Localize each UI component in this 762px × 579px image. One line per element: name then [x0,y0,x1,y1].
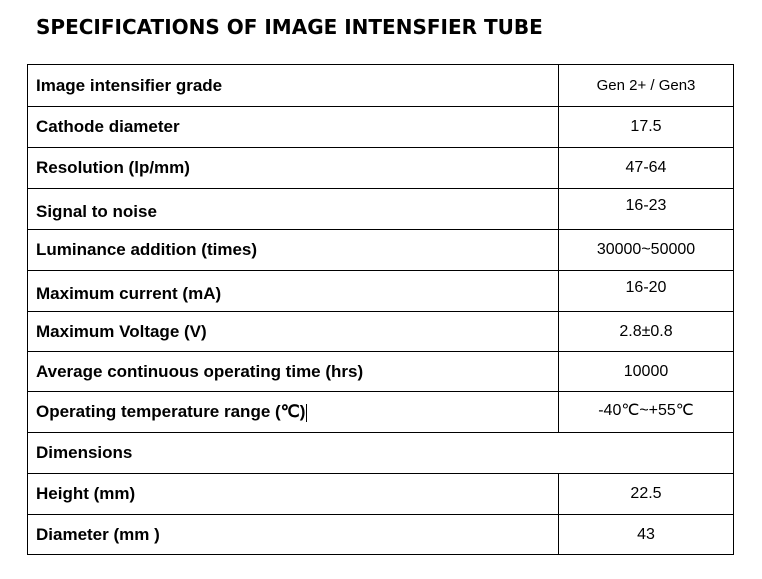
row-value: 2.8±0.8 [559,312,734,352]
row-label: Diameter (mm ) [28,515,559,555]
row-label: Maximum Voltage (V) [28,312,559,352]
row-label: Average continuous operating time (hrs) [28,352,559,392]
table-row [28,312,734,352]
row-value: 16-23 [559,189,734,230]
page-title: SPECIFICATIONS OF IMAGE INTENSFIER TUBE [36,15,543,39]
table-row [28,515,734,555]
row-value: 30000~50000 [559,230,734,271]
row-label: Cathode diameter [28,107,559,148]
row-label: Maximum current (mA) [28,271,559,312]
table-row [28,107,734,148]
table-row [28,65,734,107]
table-row [28,474,734,515]
section-row [28,433,734,474]
text-cursor [306,404,307,422]
row-label [28,392,559,433]
row-value: Gen 2+ / Gen3 [559,65,734,107]
table-row [28,352,734,392]
spec-table [27,64,734,555]
section-header: Dimensions [28,433,734,474]
row-value: 17.5 [559,107,734,148]
table-row [28,271,734,312]
table-row [28,148,734,189]
row-label: Resolution (lp/mm) [28,148,559,189]
row-value: 47-64 [559,148,734,189]
row-label: Image intensifier grade [28,65,559,107]
row-value: 43 [559,515,734,555]
row-label: Signal to noise [28,189,559,230]
table-row [28,189,734,230]
table-row [28,392,734,433]
row-label: Height (mm) [28,474,559,515]
row-value: -40℃~+55℃ [559,392,734,433]
row-value: 16-20 [559,271,734,312]
row-label: Luminance addition (times) [28,230,559,271]
table-row [28,230,734,271]
row-value: 10000 [559,352,734,392]
row-label-text: Operating temperature range (℃) [36,402,306,421]
row-value: 22.5 [559,474,734,515]
